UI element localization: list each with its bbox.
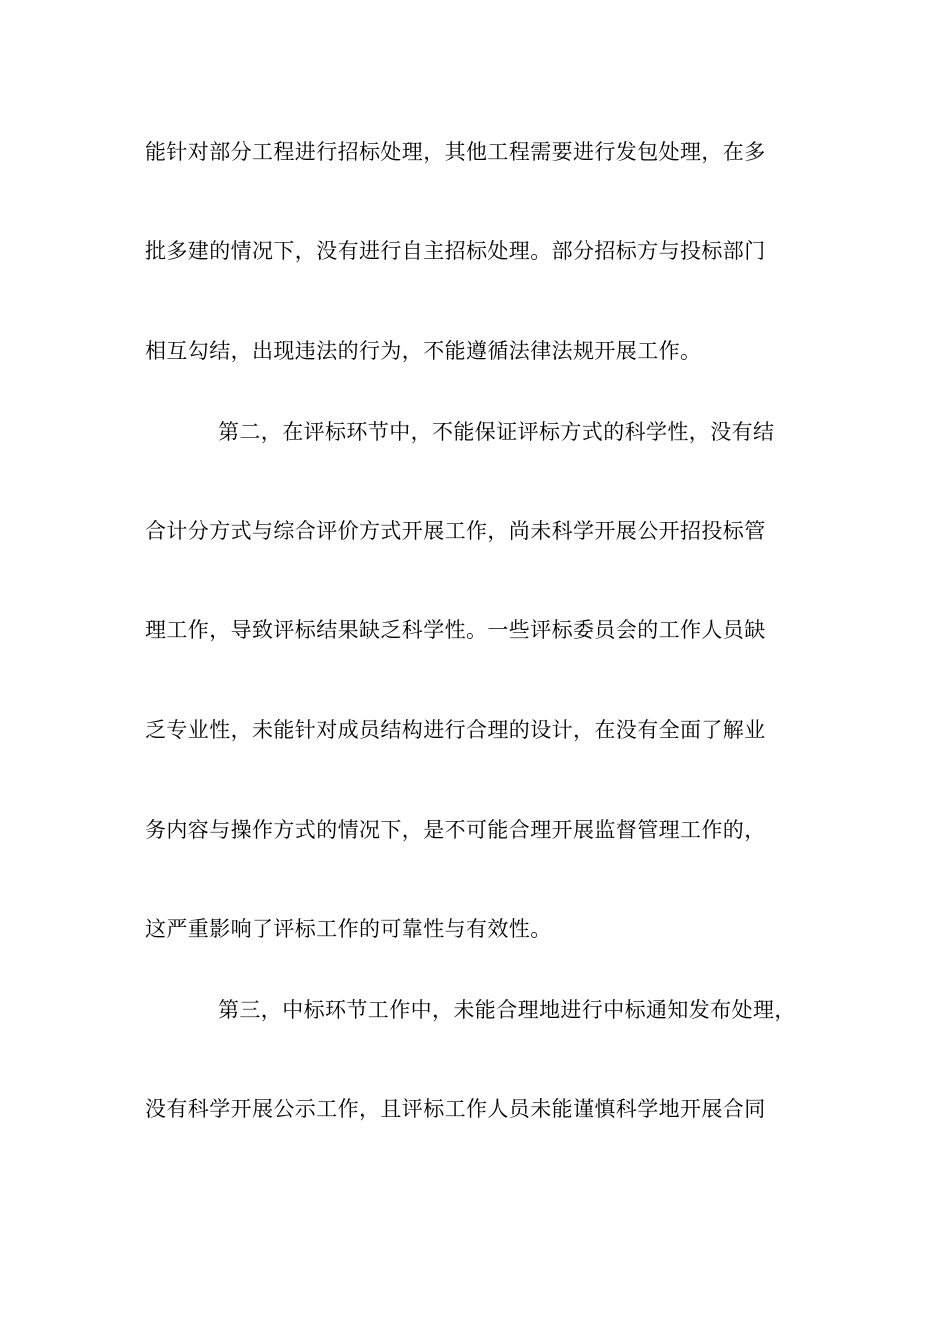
text-line-9: 这严重影响了评标工作的可靠性与有效性。 (145, 917, 552, 941)
text-line-5: 合计分方式与综合评价方式开展工作，尚未科学开展公开招投标管 (145, 519, 766, 543)
text-line-6: 理工作，导致评标结果缺乏科学性。一些评标委员会的工作人员缺 (145, 618, 766, 642)
text-line-1: 能针对部分工程进行招标处理，其他工程需要进行发包处理，在多 (145, 140, 766, 164)
text-line-11: 没有科学开展公示工作，且评标工作人员未能谨慎科学地开展合同 (145, 1097, 766, 1121)
text-line-3: 相互勾结，出现违法的行为，不能遵循法律法规开展工作。 (145, 339, 702, 363)
text-line-2: 批多建的情况下，没有进行自主招标处理。部分招标方与投标部门 (145, 239, 766, 263)
text-line-4-paragraph-start: 第二，在评标环节中，不能保证评标方式的科学性，没有结 (218, 420, 775, 444)
text-line-8: 务内容与操作方式的情况下，是不可能合理开展监督管理工作的， (145, 818, 766, 842)
text-line-7: 乏专业性，未能针对成员结构进行合理的设计，在没有全面了解业 (145, 718, 766, 742)
text-line-10-paragraph-start: 第三，中标环节工作中，未能合理地进行中标通知发布处理， (218, 998, 796, 1022)
